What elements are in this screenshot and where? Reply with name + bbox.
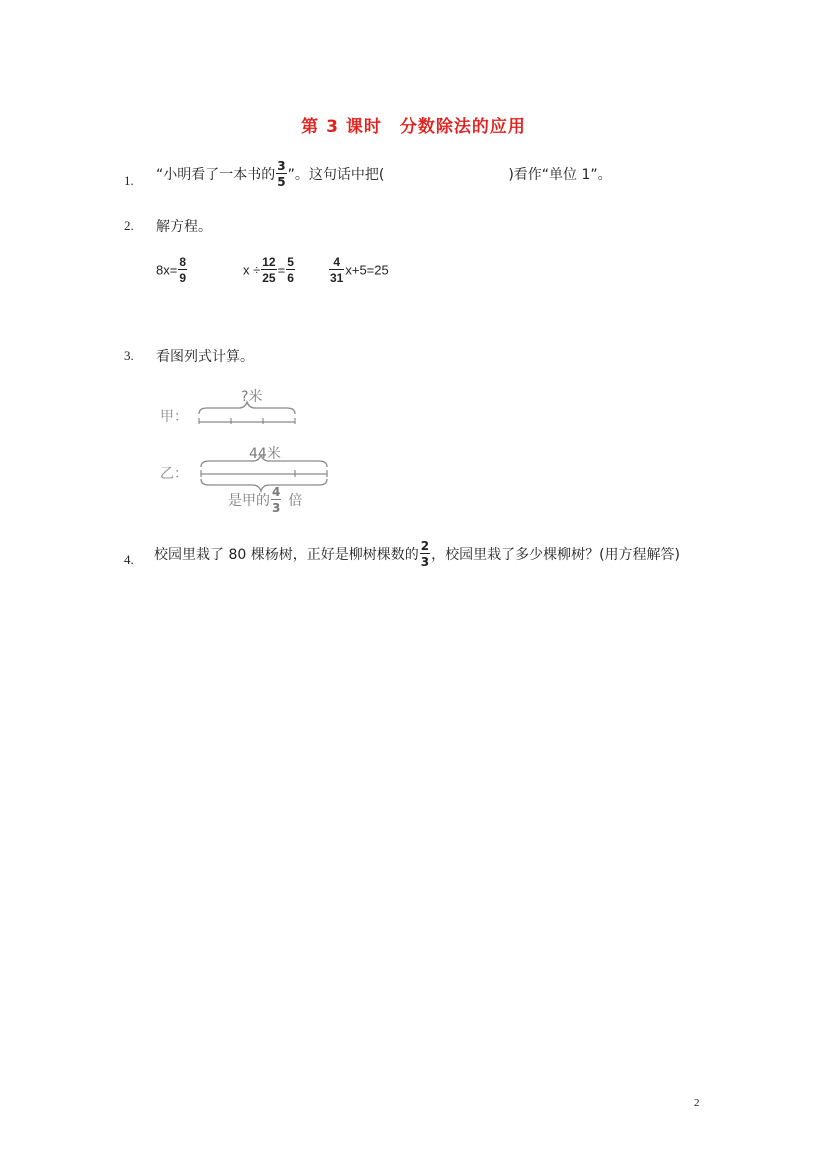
jia-label: 甲： <box>160 409 188 425</box>
question-1-text-before: “小明看了一本书的 <box>156 167 276 183</box>
question-2-number: 2. <box>124 218 134 233</box>
jia-brace <box>199 402 295 414</box>
yi-bottom-text-after: 倍 <box>288 493 303 509</box>
question-4-text-after: ，校园里栽了多少棵柳树？(用方程解答) <box>431 547 681 563</box>
fraction-numerator: 4 <box>272 485 281 499</box>
jia-length-label: ?米 <box>241 389 263 405</box>
fraction-numerator: 8 <box>179 255 187 269</box>
question-2-text: 解方程。 <box>156 219 212 235</box>
question-4-number: 4. <box>124 552 134 567</box>
question-1-fraction <box>276 160 286 188</box>
equation-3-right: x+5=25 <box>345 262 389 278</box>
equation-3 <box>328 256 389 284</box>
equals-sign: = <box>277 262 286 278</box>
yi-bottom-label <box>228 486 302 514</box>
fraction-denominator: 31 <box>330 271 344 285</box>
question-4 <box>154 540 680 568</box>
fraction-numerator: 2 <box>420 539 430 553</box>
equation-1 <box>156 256 188 284</box>
fraction-denominator: 6 <box>287 271 294 285</box>
yi-label: 乙： <box>160 466 188 482</box>
equation-1-left: 8x= <box>156 262 178 278</box>
fraction-numerator: 5 <box>287 255 294 269</box>
question-1-number: 1. <box>124 173 134 188</box>
question-3-text: 看图列式计算。 <box>156 349 254 365</box>
fraction-numerator: 12 <box>262 255 276 269</box>
fraction-denominator: 3 <box>272 501 281 515</box>
fraction-denominator: 3 <box>420 555 430 569</box>
fraction-numerator: 4 <box>329 256 344 270</box>
equation-2-fraction-2 <box>286 256 295 284</box>
fraction-denominator: 25 <box>262 271 276 285</box>
yi-top-brace <box>201 455 327 467</box>
question-4-fraction <box>420 540 430 568</box>
question-3-number: 3. <box>124 348 134 363</box>
fraction-denominator: 9 <box>179 271 187 285</box>
question-1-text-middle: ”。这句话中把( <box>287 167 385 183</box>
jia-segment-diagram <box>195 400 305 428</box>
equation-3-fraction <box>329 256 344 284</box>
question-4-text-before: 校园里栽了 80 棵杨树，正好是柳树棵数的 <box>154 547 419 563</box>
equation-1-fraction <box>178 256 187 284</box>
question-1-text-after: )看作“单位 1”。 <box>508 167 612 183</box>
page-number: 2 <box>694 1097 700 1109</box>
equation-2-left: x ÷ <box>243 262 261 278</box>
fraction-numerator: 3 <box>277 159 286 173</box>
equation-2 <box>243 256 296 284</box>
yi-length-label: 44米 <box>249 446 281 462</box>
yi-bottom-fraction <box>271 486 281 514</box>
page-title: 第 3 课时 分数除法的应用 <box>301 117 526 137</box>
yi-bottom-text-before: 是甲的 <box>228 493 270 509</box>
fraction-denominator: 5 <box>277 175 286 189</box>
equation-2-fraction-1 <box>261 256 276 284</box>
question-1 <box>156 160 612 188</box>
